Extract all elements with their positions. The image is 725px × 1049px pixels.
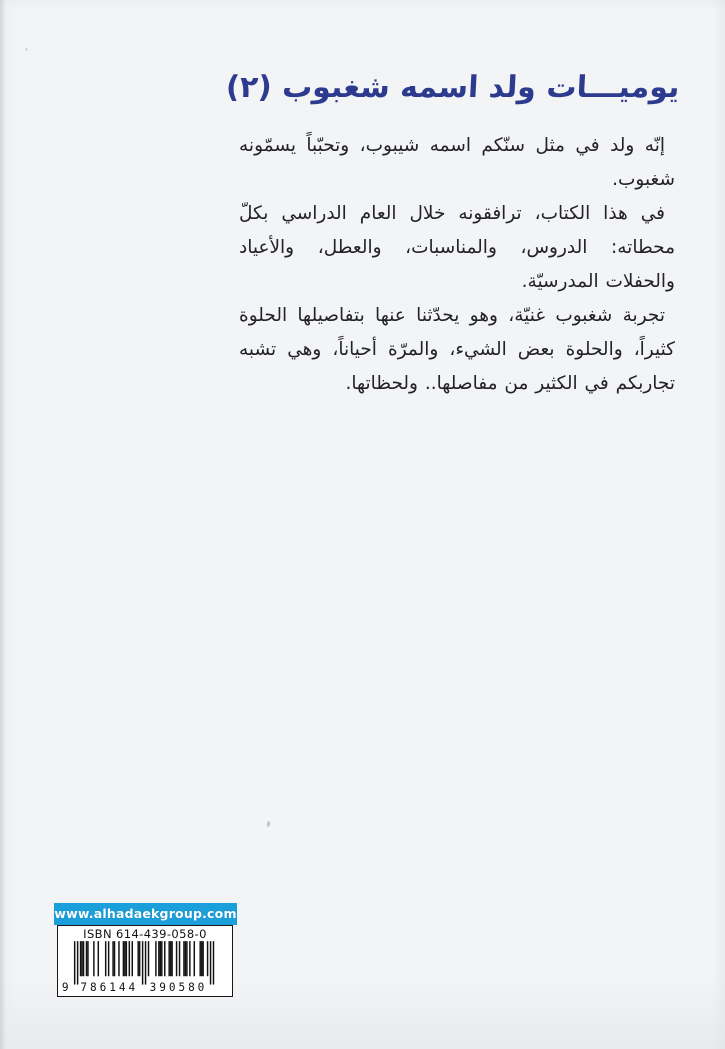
publisher-website: www.alhadaekgroup.com (54, 903, 237, 925)
isbn-label: ISBN 614-439-058-0 (83, 927, 207, 941)
blurb-paragraph-1: إنّه ولد في مثل سنّكم اسمه شيبوب، وتحبّباً يسمّونه شغبوب. (239, 135, 675, 190)
ean13-barcode (61, 941, 229, 993)
svg-text:786144: 786144 (80, 981, 139, 993)
scan-speck (266, 821, 270, 827)
svg-text:390580: 390580 (149, 981, 208, 993)
barcode-sticker (54, 903, 237, 997)
scan-speck (25, 48, 28, 51)
blurb-paragraph-2: في هذا الكتاب، ترافقونه خلال العام الدراسي بكلّ محطاته: الدروس، والمناسبات، والعطل، والأعياد والحفلات المدرسيّة. (239, 203, 675, 292)
book-title: يوميـــات ولد اسمه شغبوب (٢) (225, 70, 681, 105)
blurb-paragraph-3: تجربة شغبوب غنيّة، وهو يحدّثنا عنها بتفاصيلها الحلوة كثيراً، والحلوة بعض الشيء، والمرّة أحياناً، وهي تشبه تجاربكم في الكثير من مفاصلها.. ولحظاتها. (239, 305, 675, 394)
barcode-box (57, 925, 233, 997)
svg-text:9: 9 (61, 981, 69, 993)
book-blurb (239, 129, 675, 401)
